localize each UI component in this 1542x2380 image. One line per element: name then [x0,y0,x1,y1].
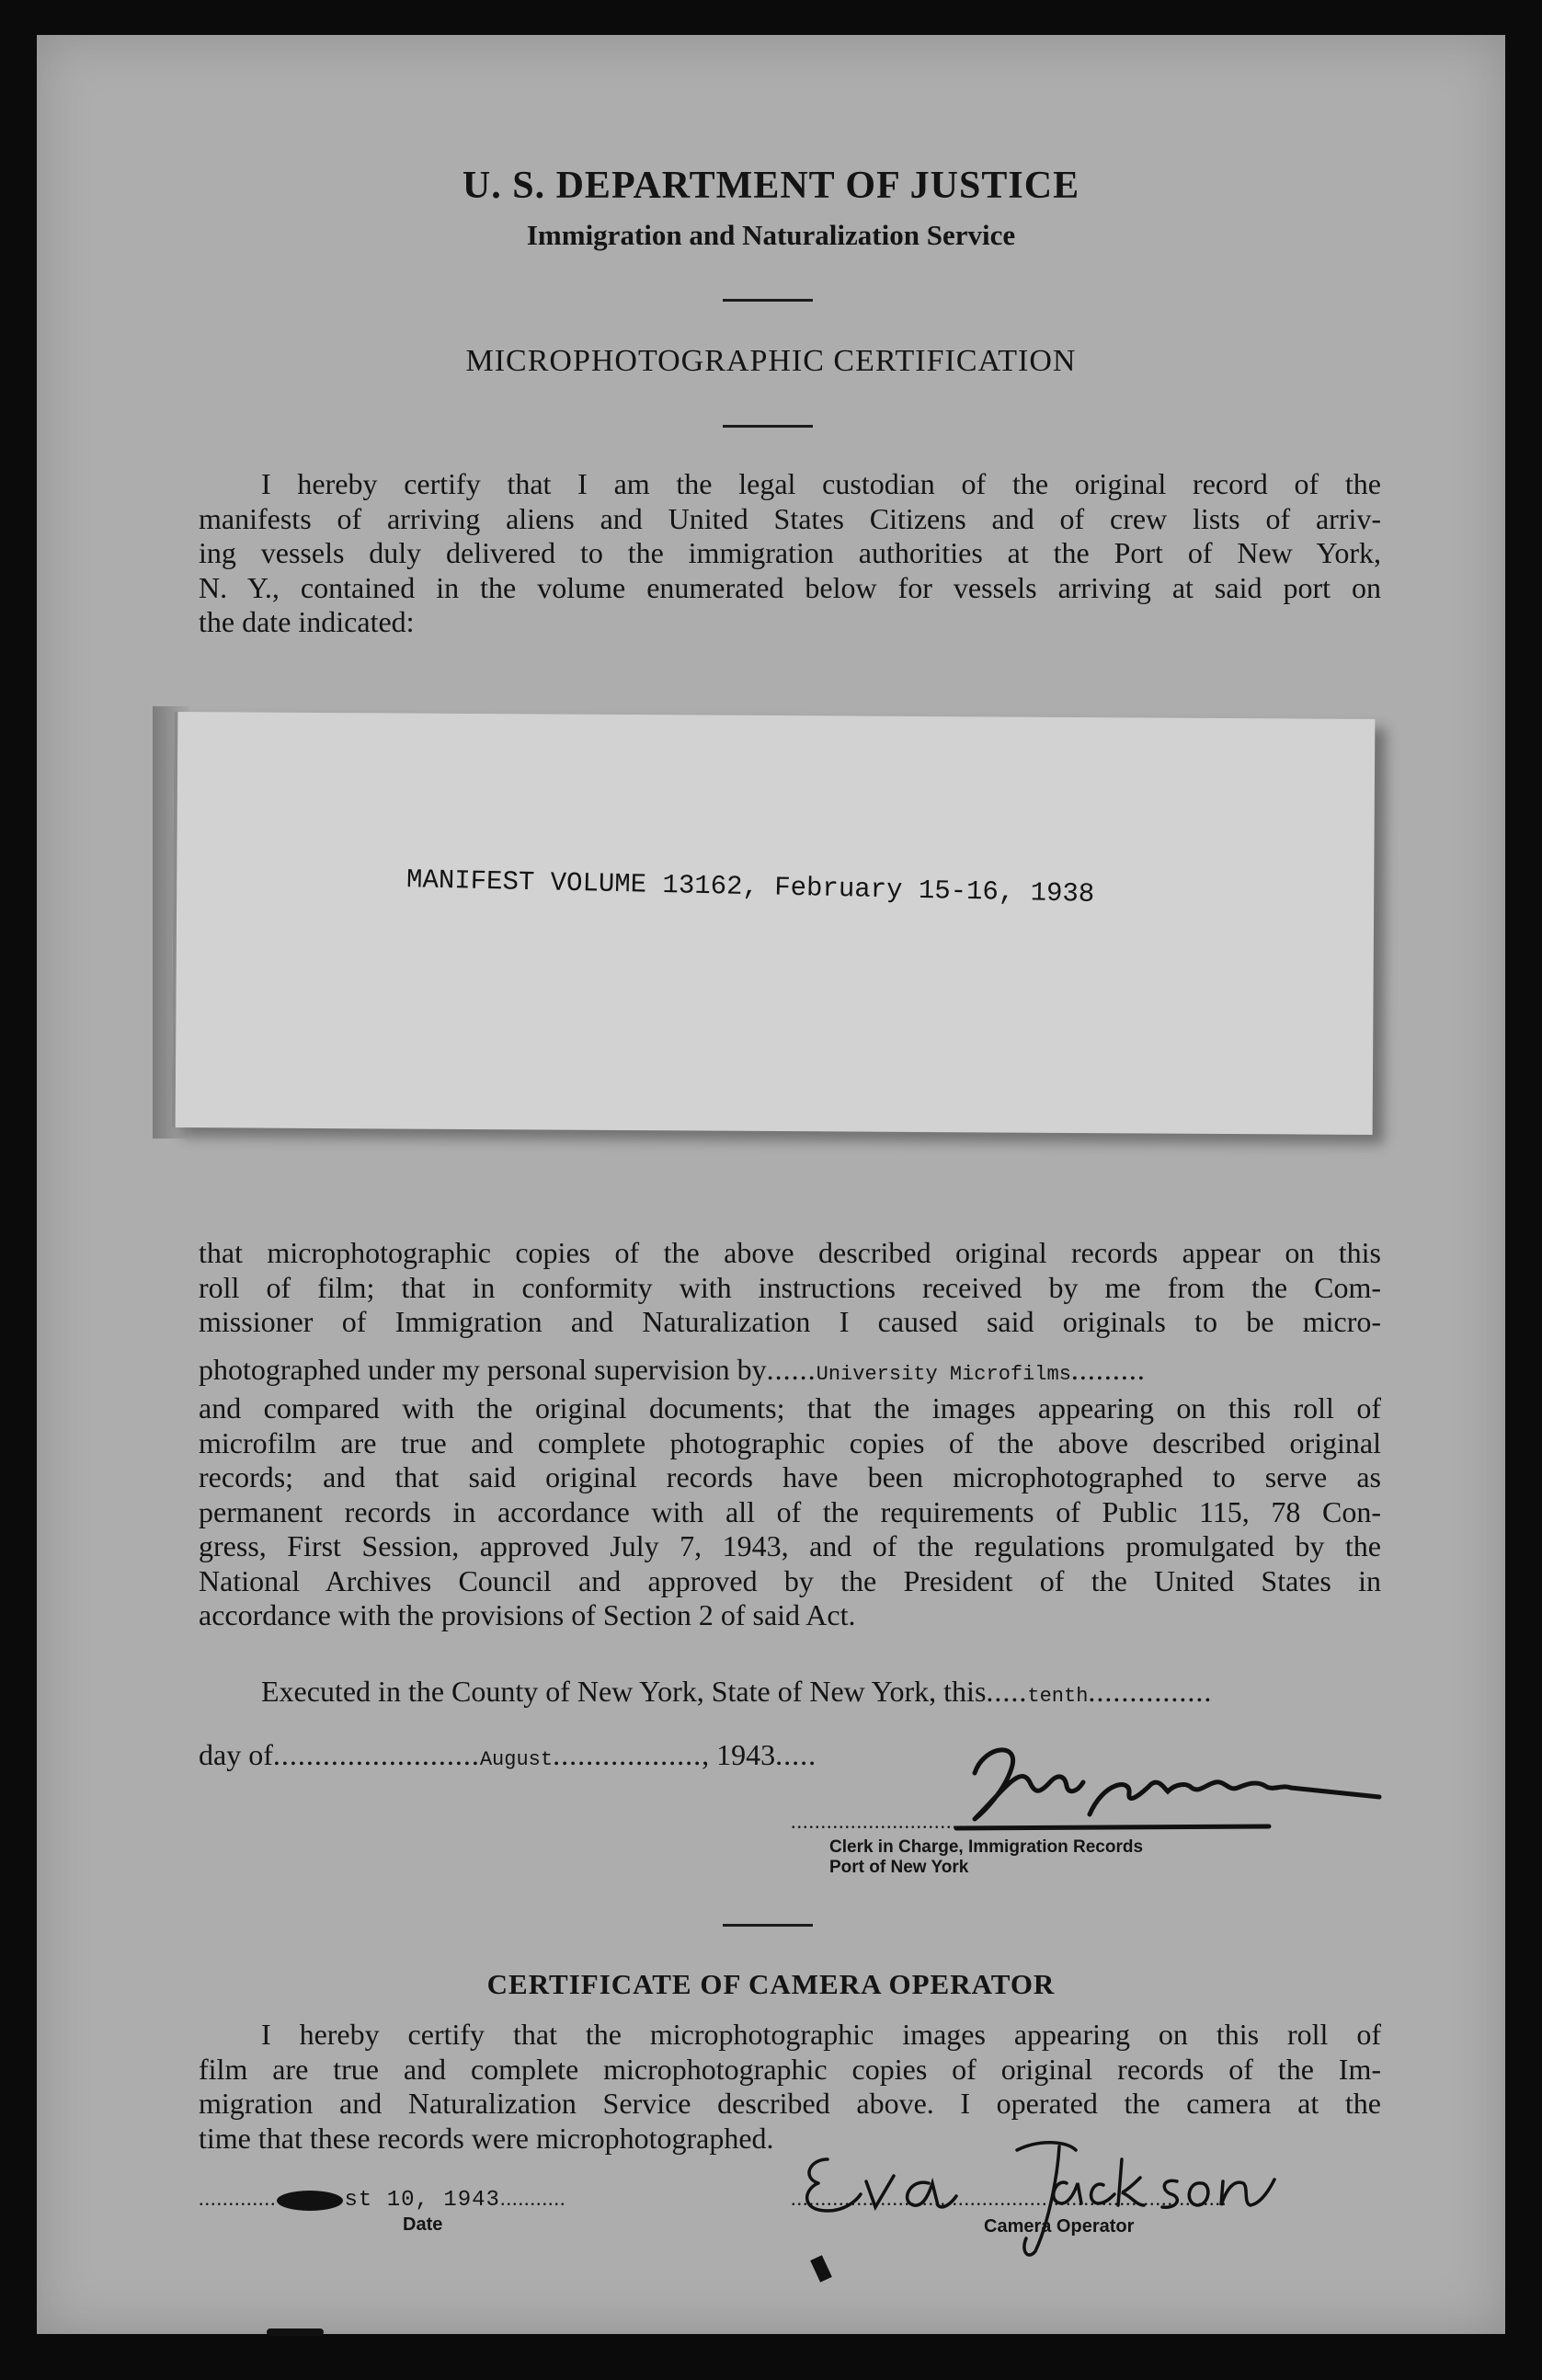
manifest-label-card [172,712,1376,1135]
paragraph-line: and compared with the original documents; that the images appearing on this roll of [199,1391,1381,1425]
clerk-signature [919,1727,1398,1837]
paragraph-line: National Archives Council and approved by the President of the United States in [199,1563,1381,1597]
date-value: st 10, 1943 [344,2188,500,2213]
department-title: U. S. DEPARTMENT OF JUSTICE [462,165,1080,207]
clerk-signature-line: ............................................................. [791,1810,1156,1833]
microphotograph-paragraph [199,1236,1381,1633]
paragraph-line: time that these records were microphotographed. [199,2121,774,2155]
paragraph-line: the date indicated: [199,605,415,638]
paragraph-line: accordance with the provisions of Section 2 of said Act. [199,1598,856,1631]
paragraph-line: that microphotographic copies of the above described original records appear on this [199,1236,1381,1269]
paragraph-line: N. Y., contained in the volume enumerated below for vessels arriving at said port on [199,570,1381,604]
date-of-execution-line: day of.........................August.................., 1943..... [199,1738,817,1771]
service-subtitle: Immigration and Naturalization Service [526,219,1016,251]
clerk-office: Port of New York [829,1858,969,1877]
paragraph-line: manifests of arriving aliens and United States Citizens and of crew lists of arriv- [199,501,1381,535]
paragraph-line: I hereby certify that I am the legal custodian of the original record of the [261,467,1381,500]
date-signature-line: ............. st 10, 1943........... [199,2187,566,2213]
paragraph-line: I hereby certify that the microphotographic images appearing on this roll of [261,2018,1381,2051]
paragraph-line: film are true and complete microphotographic copies of original records of the Im- [199,2052,1381,2086]
paragraph-line: ing vessels duly delivered to the immigration authorities at the Port of New York, [199,536,1381,569]
execution-line: Executed in the County of New York, State of New York, this.....tenth............... [261,1675,1213,1708]
certification-sheet [37,35,1505,2334]
year-text: , 1943 [702,1738,776,1771]
paragraph-line: gress, First Session, approved July 7, 1943, and of the regulations promulgated by the [199,1529,1381,1562]
clerk-label [829,1837,1143,1878]
supervisor-line-prefix: photographed under my personal supervision by [199,1352,767,1386]
day-of-label: day of [199,1738,273,1771]
execution-prefix: Executed in the County of New York, State of New York, this [261,1675,987,1708]
camera-operator-signature [791,2123,1306,2260]
custodian-paragraph [199,467,1381,640]
paragraph-line: roll of film; that in conformity with instructions received by me from the Com- [199,1270,1381,1304]
month-fill: August [479,1748,554,1771]
divider-rule [723,299,813,302]
paragraph-line: missioner of Immigration and Naturalization I caused said originals to be micro- [199,1305,1381,1338]
camera-operator-label: Camera Operator [984,2216,1135,2237]
day-fill: tenth [1027,1685,1089,1708]
microfilm-company-fill: University Microfilms [816,1362,1071,1386]
ink-blot [277,2191,343,2211]
paragraph-line: migration and Naturalization Service described above. I operated the camera at the [199,2087,1381,2120]
camera-certificate-title: CERTIFICATE OF CAMERA OPERATOR [486,1968,1056,2000]
date-label: Date [403,2214,443,2235]
divider-rule [723,425,813,428]
paragraph-line: permanent records in accordance with all of the requirements of Public 115, 78 Con- [199,1494,1381,1528]
supervisor-line: photographed under my personal supervision by......University Microfilms......... [199,1352,1146,1386]
operator-signature-line: ......................................................................... [791,2187,1228,2210]
stray-mark [267,2329,324,2336]
clerk-title: Clerk in Charge, Immigration Records [829,1837,1144,1857]
divider-rule [723,1924,813,1927]
paragraph-line: records; and that said original records have been microphotographed to serve as [199,1460,1381,1493]
certification-title: MICROPHOTOGRAPHIC CERTIFICATION [465,344,1077,378]
paragraph-line: microfilm are true and complete photographic copies of the above described original [199,1425,1381,1459]
manifest-volume-label: MANIFEST VOLUME 13162, February 15-16, 1938 [405,864,1095,910]
